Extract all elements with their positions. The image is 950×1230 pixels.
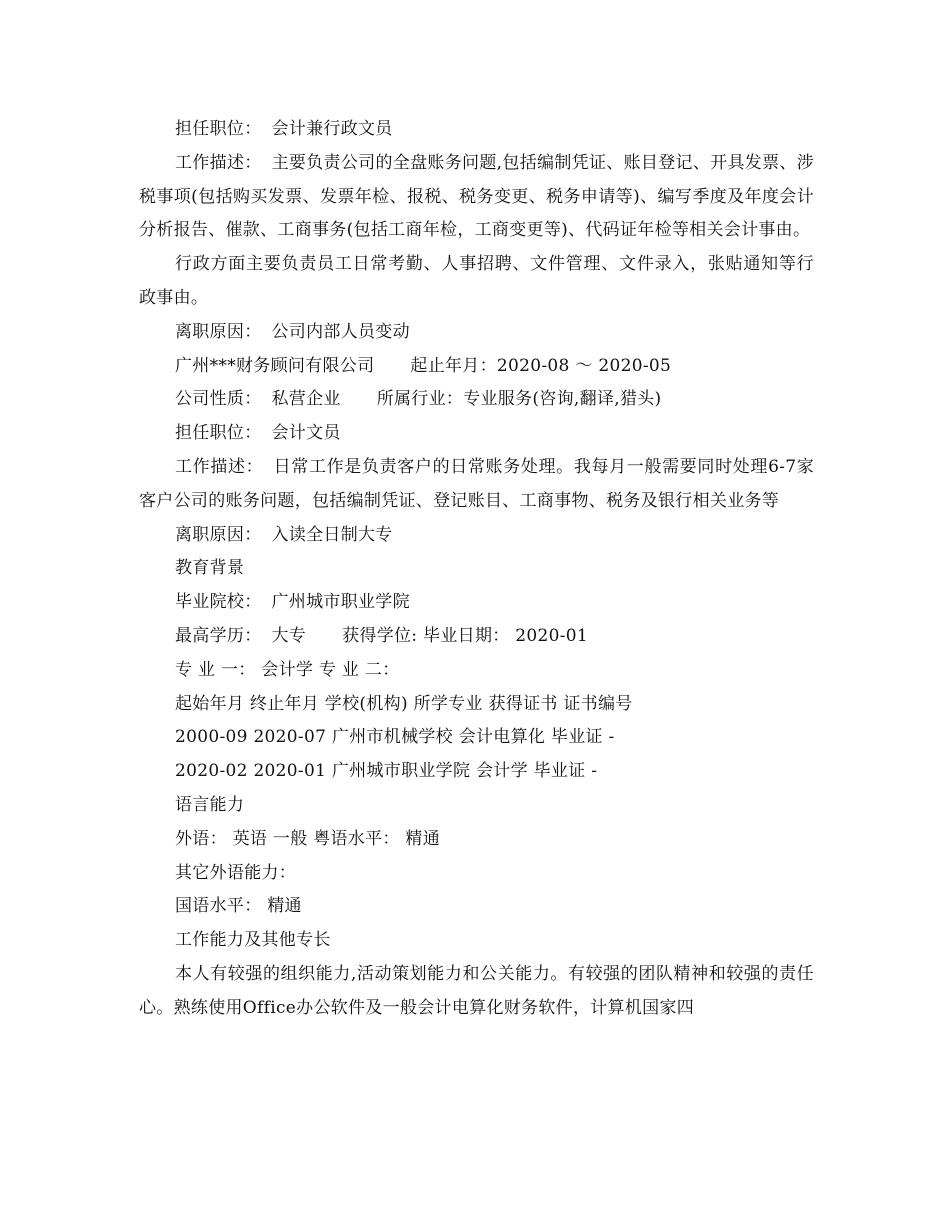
education-table-header: 起始年月 终止年月 学校(机构) 所学专业 获得证书 证书编号: [175, 693, 633, 714]
position-label-2: 担任职位：: [175, 423, 262, 444]
major-line: 专 业 一： 会计学 专 业 二：: [175, 659, 400, 680]
school-label: 毕业院校：: [175, 592, 262, 613]
education-heading: 教育背景: [175, 558, 245, 579]
education-row: 2000-09 2020-07 广州市机械学校 会计电算化 毕业证 -: [175, 727, 615, 748]
other-language-line: 其它外语能力：: [175, 862, 297, 883]
position-line-2: [139, 417, 814, 451]
leave-reason-line-2: [139, 519, 814, 553]
language-heading: 语言能力: [175, 794, 245, 815]
school-value: 广州城市职业学院: [271, 592, 410, 613]
leave-reason-value-2: 入读全日制大专: [271, 524, 393, 545]
degree-label: 最高学历：: [175, 625, 262, 646]
job-description-paragraph-2: [139, 451, 814, 519]
leave-reason-value: 公司内部人员变动: [271, 321, 410, 342]
job-description-label-2: 工作描述：: [175, 456, 264, 477]
position-value: 会计兼行政文员: [271, 119, 393, 139]
industry-text: 所属行业：专业服务(咨询,翻译,猎头): [376, 389, 662, 410]
company-type-label: 公司性质：: [175, 389, 262, 410]
company-name: 广州***财务顾问有限公司: [175, 355, 375, 376]
position-value-2: 会计文员: [271, 423, 341, 444]
education-row: 2020-02 2020-01 广州城市职业学院 会计学 毕业证 -: [175, 761, 598, 782]
foreign-language-line: 外语： 英语 一般 粤语水平： 精通: [175, 828, 441, 849]
mandarin-line: 国语水平： 精通: [175, 896, 302, 917]
degree-value: 大专: [271, 625, 307, 646]
leave-reason-label: 离职原因：: [175, 321, 262, 342]
leave-reason-line: [139, 316, 814, 350]
job-description-paragraph: [139, 147, 814, 248]
skills-paragraph: 本人有较强的组织能力,活动策划能力和公关能力。有较强的团队精神和较强的责任心。熟练使用Office办公软件及一般会计电算化财务软件，计算机国家四: [139, 963, 814, 1018]
job-description-text: 主要负责公司的全盘账务问题,包括编制凭证、账目登记、开具发票、涉税事项(包括购买发票、发票年检、报税、税务变更、税务申请等)、编写季度及年度会计分析报告、催款、工商事务(包括工商年检，工商变更等)、代码证年检等相关会计事由。: [139, 152, 814, 241]
company-line: [139, 350, 814, 384]
employment-period: 起止年月：2020-08 ～ 2020-05: [410, 355, 672, 376]
company-type-line: [139, 383, 814, 417]
admin-duties-paragraph: 行政方面主要负责员工日常考勤、人事招聘、文件管理、文件录入，张贴通知等行政事由。: [139, 254, 814, 308]
degree-details: 获得学位: 毕业日期： 2020-01: [342, 625, 588, 646]
job-description-label: 工作描述：: [175, 152, 262, 173]
skills-heading: 工作能力及其他专长: [175, 930, 331, 951]
school-line: [139, 586, 814, 620]
position-line: [139, 113, 814, 147]
job-description-text-2: 日常工作是负责客户的日常账务处理。我每月一般需要同时处理6-7家客户公司的账务问题，包括编制凭证、登记账目、工商事物、税务及银行相关业务等: [139, 456, 814, 511]
leave-reason-label-2: 离职原因：: [175, 524, 262, 545]
degree-line: [139, 620, 814, 654]
document-body: [139, 113, 814, 1026]
company-type-value: 私营企业: [271, 389, 341, 410]
position-label: 担任职位：: [175, 119, 262, 139]
